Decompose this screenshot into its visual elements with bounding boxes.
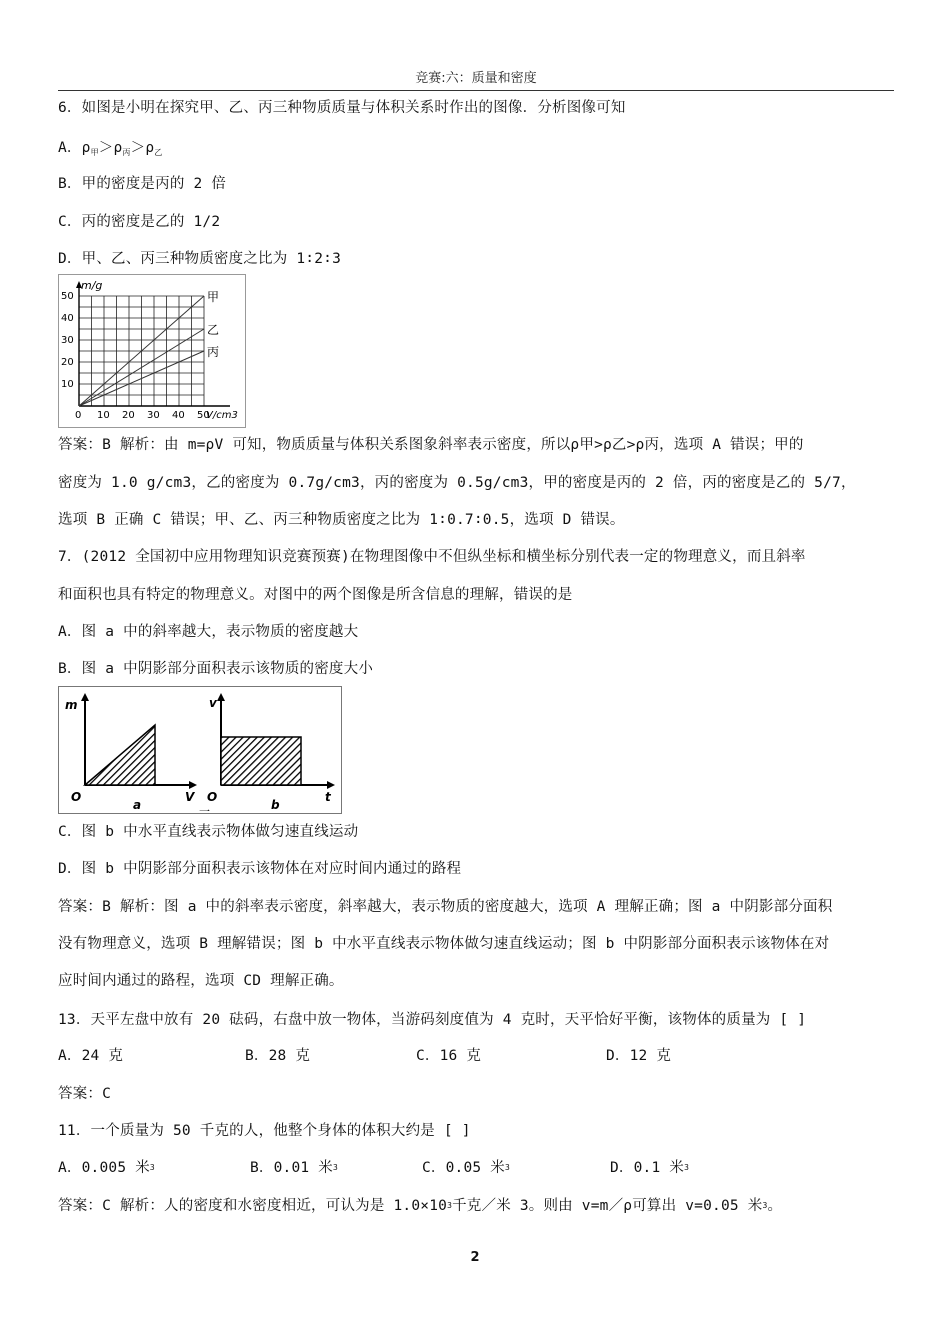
graph-b-panel-label: b bbox=[271, 798, 280, 812]
q11-answer-sup-1: 3 bbox=[447, 1201, 453, 1210]
q7-answer-line-3: 应时间内通过的路程，选项 CD 理解正确。 bbox=[58, 973, 344, 989]
q13-stem: 13．天平左盘中放有 20 砝码，右盘中放一物体，当游码刻度值为 4 克时，天平恰好平衡，该物体的质量为 [ ] bbox=[58, 1012, 807, 1028]
q11-option-b bbox=[250, 1158, 338, 1178]
x-axis-label: V/cm3 bbox=[206, 410, 238, 421]
q6-option-d: D．甲、乙、丙三种物质密度之比为 1∶2∶3 bbox=[58, 251, 342, 267]
rho-1: ρ bbox=[81, 140, 91, 156]
q11-option-a-text: A．0.005 米 bbox=[58, 1160, 150, 1176]
q6-answer-line-3: 选项 B 正确 C 错误；甲、乙、丙三种物质密度之比为 1∶0.7∶0.5，选项 D 错误。 bbox=[58, 512, 625, 528]
q11-answer bbox=[58, 1196, 782, 1216]
q11-answer-end: 。 bbox=[767, 1198, 783, 1214]
q11-answer-sup-2: 3 bbox=[762, 1201, 768, 1210]
q7-answer-line-2: 没有物理意义，选项 B 理解错误；图 b 中水平直线表示物体做匀速直线运动；图 b 中阴影部分面积表示该物体在对 bbox=[58, 936, 830, 952]
q7-stem-line-1: 7．(2012 全国初中应用物理知识竞赛预赛)在物理图像中不但纵坐标和横坐标分别代表一定的物理意义，而且斜率 bbox=[58, 549, 806, 565]
series-label-乙: 乙 bbox=[207, 323, 220, 337]
q13-options bbox=[58, 1046, 894, 1066]
q7-stem-line-2: 和面积也具有特定的物理意义。对图中的两个图像是所含信息的理解，错误的是 bbox=[58, 587, 573, 603]
y-tick-label: 30 bbox=[61, 335, 74, 346]
q11-answer-part-2: 千克／米 3。则由 v=m／ρ可算出 v=0.05 米 bbox=[452, 1198, 763, 1214]
q11-options bbox=[58, 1158, 894, 1178]
q6-option-a-prefix: A． bbox=[58, 140, 82, 156]
x-tick-label: 40 bbox=[172, 410, 185, 421]
graph-a-y-arrow bbox=[81, 693, 89, 701]
graph-a-shaded-triangle bbox=[85, 725, 155, 785]
graph-a-origin: O bbox=[71, 790, 82, 804]
rho-sub-bing: 丙 bbox=[122, 148, 131, 157]
q11-stem: 11．一个质量为 50 千克的人，他整个身体的体积大约是 [ ] bbox=[58, 1123, 471, 1139]
graph-b-x-arrow bbox=[327, 781, 335, 789]
rho-3: ρ bbox=[145, 140, 155, 156]
rho-sub-jia: 甲 bbox=[90, 148, 99, 157]
q11-option-c bbox=[422, 1158, 510, 1178]
x-tick-label: 30 bbox=[147, 410, 160, 421]
y-axis-label: m/g bbox=[81, 279, 103, 292]
y-tick-label: 50 bbox=[61, 291, 74, 302]
q11-option-d bbox=[610, 1158, 689, 1178]
x-tick-label: 20 bbox=[122, 410, 135, 421]
q6-figure bbox=[58, 274, 246, 428]
q13-option-a: A．24 克 bbox=[58, 1048, 124, 1064]
q6-option-a bbox=[58, 138, 162, 163]
q11-option-c-sup: 3 bbox=[504, 1163, 511, 1172]
x-tick-label: 50 bbox=[197, 410, 210, 421]
graph-b-y-arrow bbox=[217, 693, 225, 701]
q11-option-a-sup: 3 bbox=[149, 1163, 155, 1172]
q6-option-b: B．甲的密度是丙的 2 倍 bbox=[58, 176, 227, 192]
gt-2: ＞ bbox=[130, 140, 146, 156]
graph-b-origin: O bbox=[207, 790, 218, 804]
page-number: 2 bbox=[470, 1250, 480, 1265]
q13-answer: 答案：C bbox=[58, 1086, 112, 1102]
q13-option-c: C．16 克 bbox=[416, 1048, 482, 1064]
x-tick-label: 10 bbox=[97, 410, 110, 421]
graph-overlap-text: 一 bbox=[199, 805, 210, 813]
y-tick-label: 40 bbox=[61, 313, 74, 324]
q7-figure bbox=[58, 686, 342, 814]
q7-graphs bbox=[59, 687, 341, 813]
q11-option-c-text: C．0.05 米 bbox=[422, 1160, 505, 1176]
page-header: 竞赛:六：质量和密度 bbox=[58, 68, 894, 91]
mass-volume-chart bbox=[59, 275, 245, 427]
series-label-甲: 甲 bbox=[207, 290, 220, 304]
q7-option-c: C．图 b 中水平直线表示物体做匀速直线运动 bbox=[58, 824, 359, 840]
q11-option-a bbox=[58, 1158, 155, 1178]
y-tick-label: 10 bbox=[61, 379, 74, 390]
x-tick-label: 0 bbox=[75, 410, 82, 421]
graph-a-x-arrow bbox=[189, 781, 197, 789]
q13-option-d: D．12 克 bbox=[606, 1048, 672, 1064]
q7-option-d: D．图 b 中阴影部分面积表示该物体在对应时间内通过的路程 bbox=[58, 861, 462, 877]
graph-a bbox=[65, 693, 197, 812]
q11-answer-part-1: 答案：C 解析：人的密度和水密度相近，可认为是 1.0×10 bbox=[58, 1198, 448, 1214]
q6-option-c: C．丙的密度是乙的 1/2 bbox=[58, 214, 221, 230]
gt-1: ＞ bbox=[98, 140, 114, 156]
graph-a-xlabel: V bbox=[185, 790, 195, 804]
q7-option-a: A．图 a 中的斜率越大，表示物质的密度越大 bbox=[58, 624, 359, 640]
y-tick-label: 20 bbox=[61, 357, 74, 368]
graph-a-panel-label: a bbox=[133, 798, 142, 812]
q11-option-d-text: D．0.1 米 bbox=[610, 1160, 685, 1176]
q6-stem: 6．如图是小明在探究甲、乙、丙三种物质质量与体积关系时作出的图像．分析图像可知 bbox=[58, 100, 626, 116]
graph-a-ylabel: m bbox=[65, 698, 78, 712]
series-label-丙: 丙 bbox=[207, 345, 220, 359]
graph-b-xlabel: t bbox=[325, 790, 331, 804]
q7-answer-line-1: 答案：B 解析：图 a 中的斜率表示密度，斜率越大，表示物质的密度越大，选项 A 理解正确；图 a 中阴影部分面积 bbox=[58, 899, 833, 915]
q6-answer-line-2: 密度为 1.0 g/cm3，乙的密度为 0.7g/cm3，丙的密度为 0.5g/cm3，甲的密度是丙的 2 倍，丙的密度是乙的 5/7， bbox=[58, 475, 856, 491]
rho-sub-yi: 乙 bbox=[154, 148, 163, 157]
graph-b-shaded-rectangle bbox=[221, 737, 301, 785]
q7-option-b: B．图 a 中阴影部分面积表示该物质的密度大小 bbox=[58, 661, 374, 677]
q11-option-b-sup: 3 bbox=[332, 1163, 339, 1172]
graph-b-ylabel: v bbox=[209, 696, 217, 710]
q6-answer-line-1: 答案：B 解析：由 m=ρV 可知，物质质量与体积关系图象斜率表示密度，所以ρ甲>ρ乙>ρ丙，选项 A 错误；甲的 bbox=[58, 437, 804, 453]
q13-option-b: B．28 克 bbox=[245, 1048, 311, 1064]
rho-2: ρ bbox=[113, 140, 123, 156]
q11-option-b-text: B．0.01 米 bbox=[250, 1160, 333, 1176]
q11-option-d-sup: 3 bbox=[684, 1163, 690, 1172]
graph-b bbox=[199, 693, 335, 813]
